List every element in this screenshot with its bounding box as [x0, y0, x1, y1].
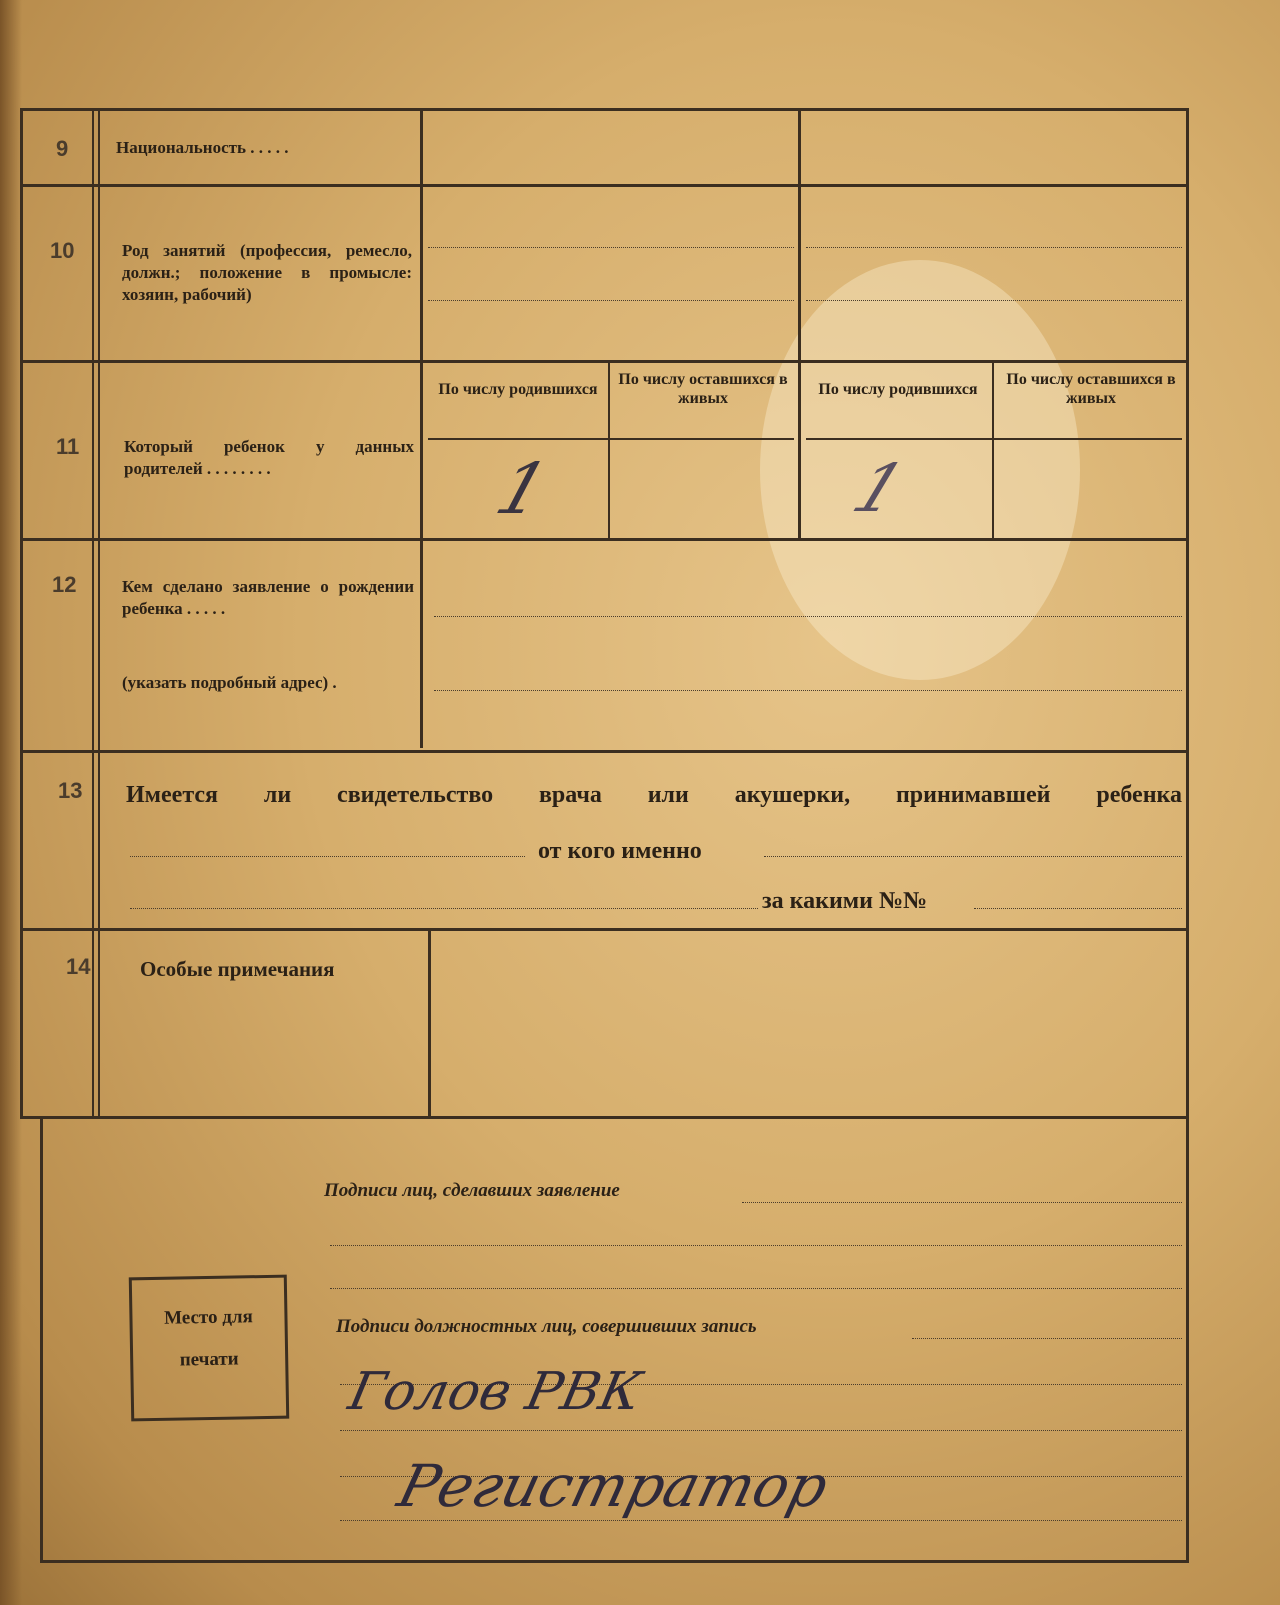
row-label-child-order: Который ребенок у данных родителей . . . . . . . . — [124, 437, 414, 478]
fill-line — [130, 908, 758, 909]
signature-line — [340, 1520, 1182, 1521]
row-number: 11 — [56, 434, 80, 459]
number-column-divider-b — [98, 108, 100, 1118]
row-separator-9-10 — [20, 184, 1188, 187]
subheader-line — [806, 438, 1182, 440]
value-column-divider — [798, 108, 801, 540]
handwritten-value: 1 — [842, 450, 916, 527]
fill-line — [806, 300, 1182, 301]
frame-left-upper — [20, 108, 23, 1118]
signature-line — [912, 1338, 1182, 1339]
stamp-placeholder — [129, 1275, 289, 1422]
subcolumn-divider — [992, 362, 994, 540]
row-separator-13-14 — [20, 928, 1188, 931]
row-number: 12 — [52, 572, 77, 597]
fill-line — [974, 908, 1182, 909]
fill-line — [130, 856, 525, 857]
row-separator-10-11 — [20, 360, 1188, 363]
frame-left-lower — [40, 1118, 43, 1563]
col-header-alive: По числу оставшихся в живых — [618, 371, 788, 407]
fill-line — [806, 247, 1182, 248]
row-number: 10 — [50, 238, 75, 263]
col-header-born: По числу родившихся — [818, 381, 978, 398]
row-text-numbers: за какими №№ — [762, 888, 928, 914]
row-text-from-whom: от кого именно — [538, 838, 702, 864]
label-column-divider-row14 — [428, 930, 431, 1118]
fill-line — [434, 690, 1182, 691]
frame-bottom — [40, 1560, 1189, 1563]
fill-line — [428, 300, 794, 301]
row-number: 13 — [58, 778, 83, 803]
number-column-divider-a — [92, 108, 94, 1118]
signature-line — [330, 1288, 1182, 1289]
row-label-occupation: Род занятий (профессия, ремесло, должн.; положение в промысле: хозяин, рабочий) — [122, 241, 412, 304]
stamp-label: печати — [179, 1348, 239, 1371]
stamp-label: Место для — [163, 1306, 253, 1329]
label-column-divider — [420, 108, 423, 748]
row-label-remarks: Особые примечания — [140, 957, 335, 981]
applicants-signature-label: Подписи лиц, сделавших заявление — [324, 1180, 620, 1201]
col-header-alive: По числу оставшихся в живых — [1006, 371, 1176, 407]
handwritten-signature: Голов РВК — [343, 1362, 647, 1422]
row-label-applicant: Кем сделано заявление о рождении ребенка . . . . . — [122, 577, 414, 618]
frame-right — [1186, 108, 1189, 1563]
row-separator-12-13 — [20, 750, 1188, 753]
signature-line — [742, 1202, 1182, 1203]
paper-highlight — [760, 260, 1080, 680]
col-header-born: По числу родившихся — [438, 381, 598, 398]
fill-line — [764, 856, 1182, 857]
row-separator-11-12 — [20, 538, 1188, 541]
frame-top — [20, 108, 1188, 111]
handwritten-signature: Регистратор — [391, 1452, 835, 1520]
handwritten-value: 1 — [486, 448, 558, 530]
fill-line — [428, 247, 794, 248]
signature-line — [340, 1430, 1182, 1431]
officials-signature-label: Подписи должностных лиц, совершивших запись — [336, 1316, 757, 1337]
row-separator-14-sign — [20, 1116, 1188, 1119]
page-edge-shadow — [0, 0, 22, 1605]
row-number: 14 — [66, 954, 91, 979]
subheader-line — [428, 438, 794, 440]
row-label-nationality: Национальность . . . . . — [116, 138, 289, 157]
signature-line — [330, 1245, 1182, 1246]
fill-line — [434, 616, 1182, 617]
row-number: 9 — [56, 136, 69, 161]
row-text-certificate: Имеется ли свидетельство врача или акушерки, принимавшей ребенка — [126, 782, 1182, 808]
subcolumn-divider — [608, 362, 610, 540]
row-sublabel-address: (указать подробный адрес) . — [122, 673, 337, 692]
